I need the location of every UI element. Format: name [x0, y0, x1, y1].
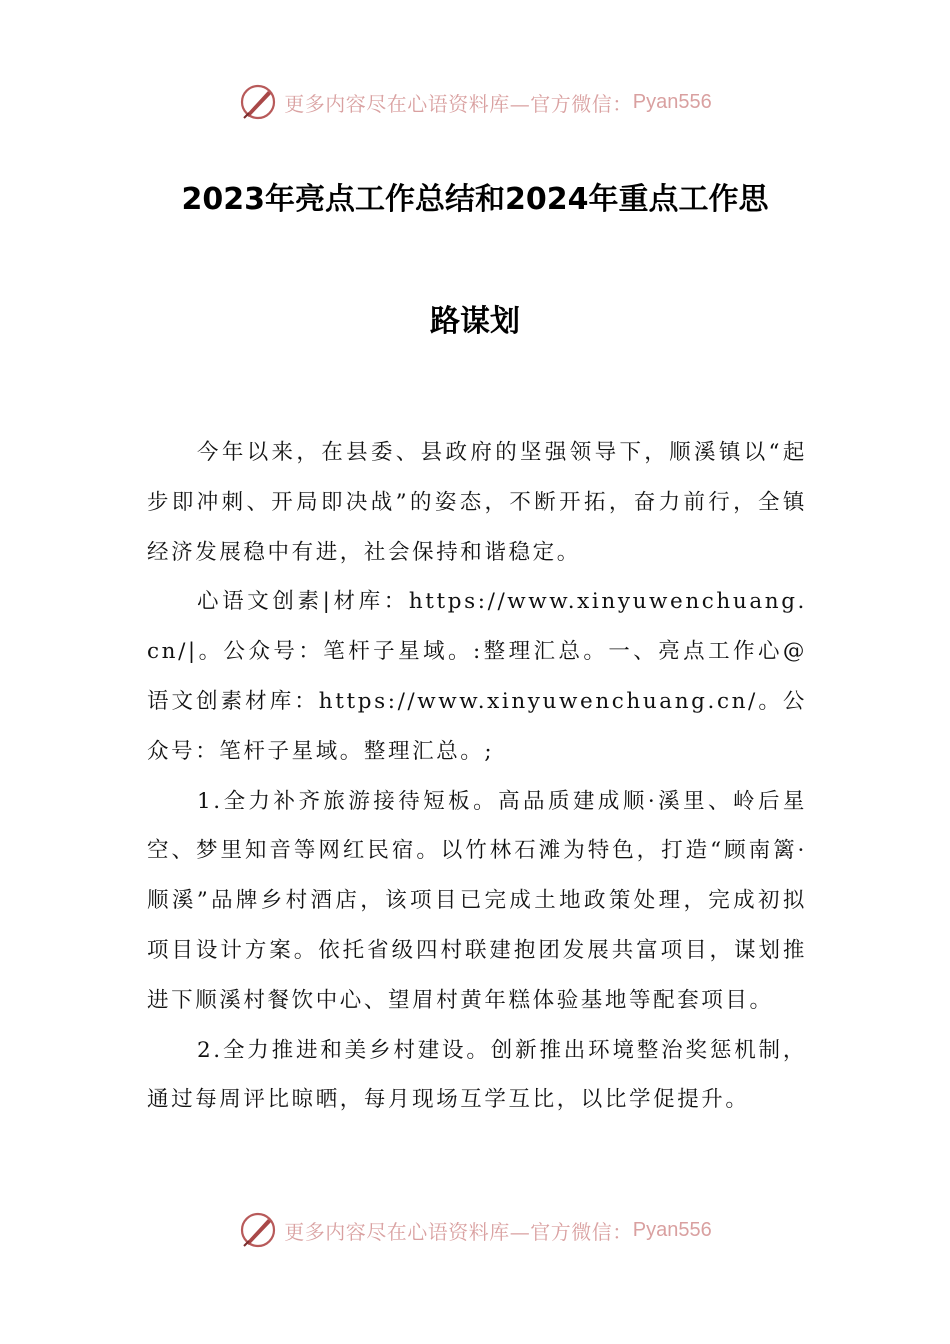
watermark-wechat-id: Pyan556	[632, 90, 712, 113]
document-title-line-2: 路谋划	[430, 304, 520, 339]
paragraph-intro: 今年以来，在县委、县政府的坚强领导下，顺溪镇以“起步即冲刺、开局即决战”的姿态，不断开拓，奋力前行，全镇经济发展稳中有进，社会保持和谐稳定。	[147, 440, 807, 565]
watermark-text: 更多内容尽在心语资料库—官方微信：	[284, 91, 633, 116]
paragraph-source-note: 心语文创素|材库：https://www.xinyuwenchuang.cn/|。公众号：笔杆子星域。:整理汇总。一、亮点工作心@语文创素材库：https://www.xinyuwenchuang.cn/。公众号：笔杆子星域。整理汇总。;	[147, 589, 807, 764]
watermark-text: 更多内容尽在心语资料库—官方微信：	[284, 1219, 633, 1244]
watermark-wechat-id: Pyan556	[632, 1218, 712, 1241]
quill-pen-circle-icon	[238, 1210, 278, 1250]
paragraph-item-2: 2.全力推进和美乡村建设。创新推出环境整治奖惩机制，通过每周评比晾晒，每月现场互学互比，以比学促提升。	[147, 1037, 807, 1113]
document-body	[147, 428, 807, 1125]
quill-pen-circle-icon	[238, 82, 278, 122]
header-watermark	[0, 80, 950, 124]
paragraph-item-1: 1.全力补齐旅游接待短板。高品质建成顺·溪里、岭后星空、梦里知音等网红民宿。以竹林石滩为特色，打造“顾南篱·顺溪”品牌乡村酒店，该项目已完成土地政策处理，完成初拟项目设计方案。依托省级四村联建抱团发展共富项目，谋划推进下顺溪村餐饮中心、望眉村黄年糕体验基地等配套项目。	[147, 788, 807, 1013]
document-title-line-1: 2023年亮点工作总结和2024年重点工作思	[181, 182, 769, 217]
footer-watermark	[0, 1208, 950, 1252]
